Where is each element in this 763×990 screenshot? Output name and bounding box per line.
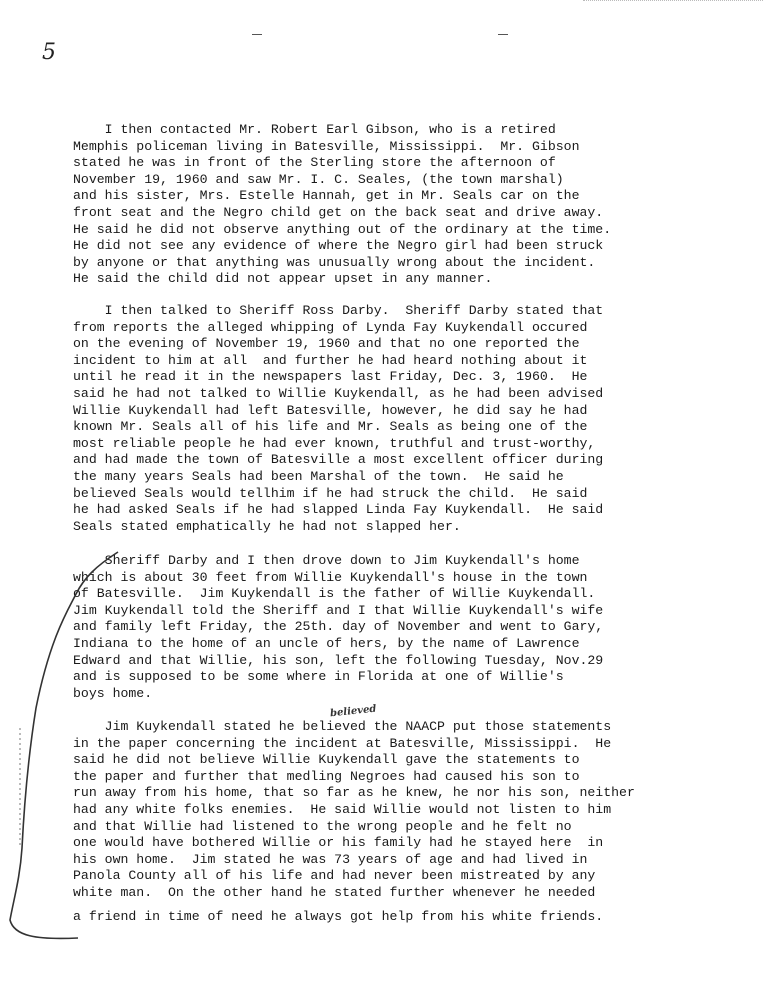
text-line: I then contacted Mr. Robert Earl Gibson, who is a retired — [73, 122, 556, 137]
text-line: one would have bothered Willie or his family had he stayed here in — [73, 835, 604, 851]
text-line: until he read it in the newspapers last Friday, Dec. 3, 1960. He — [73, 369, 588, 385]
text-line: Seals stated emphatically he had not slapped her. — [73, 518, 461, 534]
text-line: front seat and the Negro child get on the back seat and drive away. — [73, 204, 604, 220]
text-line: by anyone or that anything was unusually wrong about the incident. — [73, 254, 596, 270]
text-line: He said the child did not appear upset in any manner. — [73, 271, 493, 287]
corner-dotted-edge — [583, 0, 763, 3]
text-line: said he did not believe Willie Kuykendall gave the statements to — [73, 752, 580, 768]
handwritten-note: believed — [329, 703, 377, 720]
text-line: his own home. Jim stated he was 73 years of age and had lived in — [73, 851, 588, 867]
top-mark-left — [252, 34, 262, 35]
text-line: I then talked to Sheriff Ross Darby. Sheriff Darby stated that — [73, 303, 604, 318]
text-line: Panola County all of his life and had never been mistreated by any — [73, 868, 596, 884]
text-line: from reports the alleged whipping of Lynda Fay Kuykendall occured — [73, 319, 588, 335]
text-line: the many years Seals had been Marshal of the town. He said he — [73, 468, 564, 484]
text-line: and his sister, Mrs. Estelle Hannah, get in Mr. Seals car on the — [73, 188, 580, 204]
text-line: white man. On the other hand he stated further whenever he needed — [73, 884, 596, 900]
text-line: He said he did not observe anything out of the ordinary at the time. — [73, 221, 612, 237]
text-line: November 19, 1960 and saw Mr. I. C. Seales, (the town marshal) — [73, 171, 564, 187]
text-line: of Batesville. Jim Kuykendall is the father of Willie Kuykendall. — [73, 586, 596, 602]
text-line: Indiana to the home of an uncle of hers, by the name of Lawrence — [73, 635, 580, 651]
text-line: and that Willie had listened to the wrong people and he felt no — [73, 818, 572, 834]
text-line: had any white folks enemies. He said Willie would not listen to him — [73, 801, 612, 817]
text-line: stated he was in front of the Sterling store the afternoon of — [73, 155, 556, 171]
text-line: and family left Friday, the 25th. day of November and went to Gary, — [73, 619, 604, 635]
text-line: and is supposed to be some where in Florida at one of Willie's — [73, 669, 564, 685]
margin-bracket-annotation — [6, 548, 126, 948]
text-line: the paper and further that medling Negroes had caused his son to — [73, 768, 580, 784]
final-line: a friend in time of need he always got help from his white friends. — [73, 909, 604, 924]
paragraph-sheriff-darby — [73, 303, 733, 535]
paragraph-jim-kuykendall-statement — [73, 719, 733, 902]
text-line: Willie Kuykendall had left Batesville, however, he did say he had — [73, 402, 588, 418]
text-line: Jim Kuykendall told the Sheriff and I that Willie Kuykendall's wife — [73, 602, 604, 618]
page-number: 5 — [42, 40, 56, 65]
text-line: He did not see any evidence of where the Negro girl had been struck — [73, 238, 604, 254]
text-line: and had made the town of Batesville a most excellent officer during — [73, 452, 604, 468]
text-line: in the paper concerning the incident at Batesville, Mississippi. He — [73, 735, 612, 751]
text-line: incident to him at all and further he had heard nothing about it — [73, 352, 588, 368]
text-line: most reliable people he had ever known, truthful and trust-worthy, — [73, 435, 596, 451]
text-line: said he had not talked to Willie Kuykendall, as he had been advised — [73, 385, 604, 401]
text-line: run away from his home, that so far as he knew, he nor his son, neither — [73, 785, 635, 801]
paragraph-jim-kuykendall-home — [73, 553, 733, 702]
text-line: Jim Kuykendall stated he believed the NAACP put those statements — [73, 719, 612, 734]
text-line: known Mr. Seals all of his life and Mr. Seals as being one of the — [73, 419, 588, 435]
text-line: he had asked Seals if he had slapped Linda Fay Kuykendall. He said — [73, 502, 604, 518]
text-line: Memphis policeman living in Batesville, Mississippi. Mr. Gibson — [73, 138, 580, 154]
text-line: Sheriff Darby and I then drove down to Jim Kuykendall's home — [73, 553, 580, 568]
text-line: on the evening of November 19, 1960 and that no one reported the — [73, 336, 580, 352]
text-line: which is about 30 feet from Willie Kuykendall's house in the town — [73, 569, 588, 585]
text-line: Edward and that Willie, his son, left the following Tuesday, Nov.29 — [73, 652, 604, 668]
paragraph-gibson — [73, 122, 733, 288]
text-line: boys home. — [73, 685, 153, 701]
text-line: believed Seals would tellhim if he had struck the child. He said — [73, 485, 588, 501]
top-mark-right — [498, 34, 508, 35]
